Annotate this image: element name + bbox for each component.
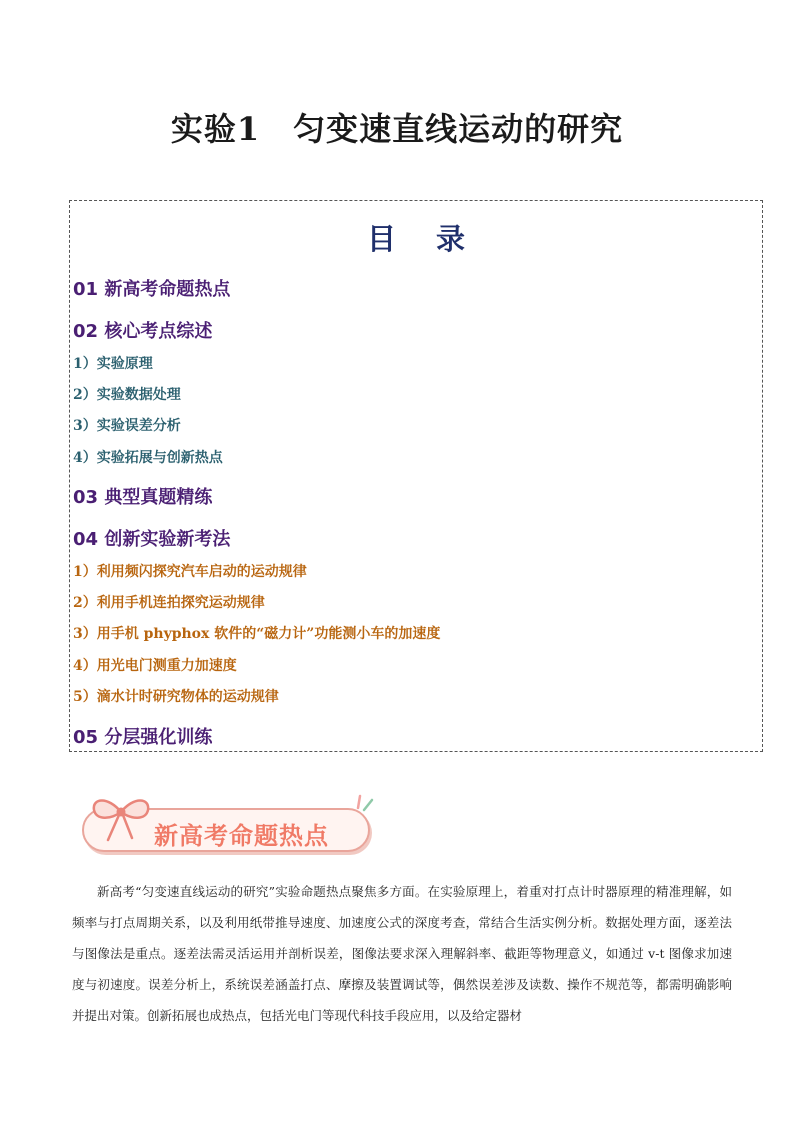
toc-subitem-water-drop[interactable]: 5）滴水计时研究物体的运动规律: [73, 689, 279, 705]
sparkle-icon: [350, 790, 380, 820]
toc-subitem-photogate[interactable]: 4）用光电门测重力加速度: [73, 658, 237, 674]
toc-item-innovative-experiments[interactable]: 04 创新实验新考法: [73, 529, 231, 550]
toc-subitem-phone-burst[interactable]: 2）利用手机连拍探究运动规律: [73, 595, 265, 611]
toc-item-layered-training[interactable]: 05 分层强化训练: [73, 727, 213, 748]
table-of-contents: [69, 200, 763, 752]
banner-title: 新高考命题热点: [154, 822, 329, 850]
toc-item-real-exams[interactable]: 03 典型真题精练: [73, 487, 213, 508]
toc-subitem-data-processing[interactable]: 2）实验数据处理: [73, 387, 181, 403]
toc-subitem-error-analysis[interactable]: 3）实验误差分析: [73, 418, 181, 434]
toc-subitem-extension[interactable]: 4）实验拓展与创新热点: [73, 450, 223, 466]
toc-heading: 目 录: [366, 222, 466, 256]
ribbon-bow-icon: [86, 790, 156, 846]
toc-item-hotspots[interactable]: 01 新高考命题热点: [73, 279, 231, 300]
toc-item-core-overview[interactable]: 02 核心考点综述: [73, 321, 213, 342]
toc-subitem-strobe[interactable]: 1）利用频闪探究汽车启动的运动规律: [73, 564, 307, 580]
section-paragraph: 新高考“匀变速直线运动的研究”实验命题热点聚焦多方面。在实验原理上，着重对打点计时器原理的精准理解，如频率与打点周期关系，以及利用纸带推导速度、加速度公式的深度考查，常结合生活实例分析。数据处理方面，逐差法与图像法是重点。逐差法需灵活运用并剖析误差，图像法要求深入理解斜率、截距等物理意义，如通过 v-t 图像求加速度与初速度。误差分析上，系统误差涵盖打点、摩擦及装置调试等，偶然误差涉及读数、操作不规范等，都需明确影响并提出对策。创新拓展也成热点，包括光电门等现代科技手段应用，以及给定器材: [72, 884, 732, 1023]
document-title: 实验1 匀变速直线运动的研究: [170, 110, 624, 148]
toc-subitem-principle[interactable]: 1）实验原理: [73, 356, 153, 372]
section-banner: [80, 790, 380, 860]
toc-subitem-phyphox[interactable]: 3）用手机 phyphox 软件的“磁力计”功能测小车的加速度: [73, 626, 441, 642]
